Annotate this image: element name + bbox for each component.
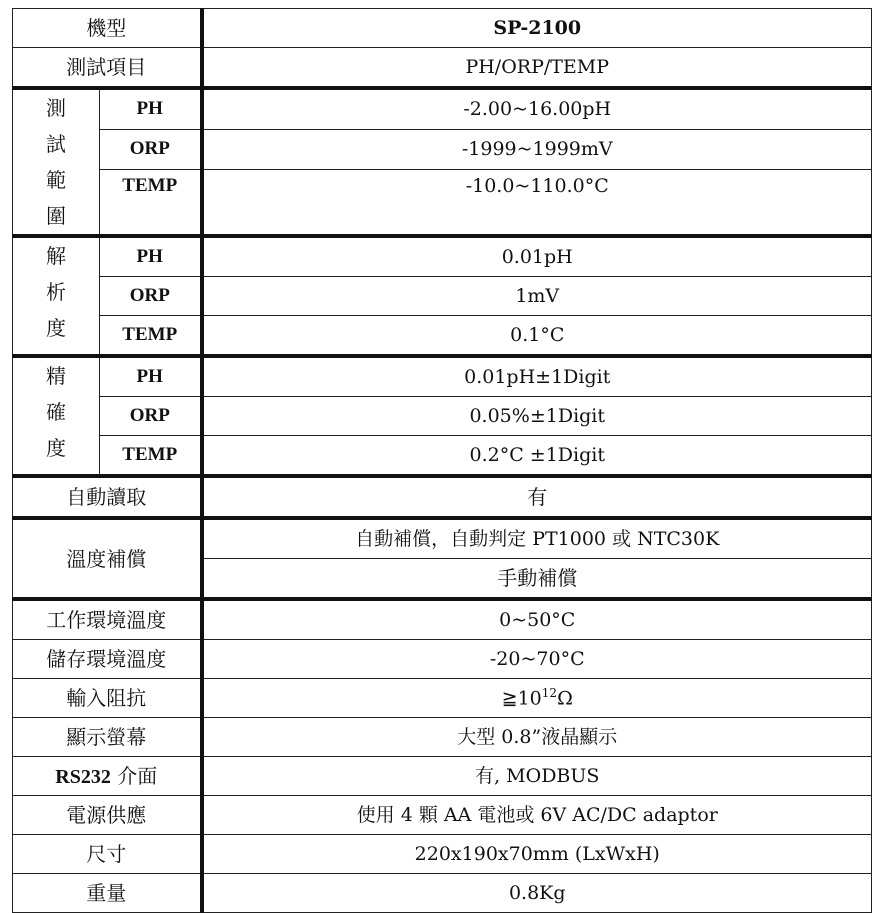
row-rs232	[13, 757, 872, 796]
spec-table	[12, 8, 872, 913]
temp-comp-auto-value: 自動補償，自動判定 PT1000 或 NTC30K	[202, 518, 872, 559]
res-temp-value: 0.1°C	[202, 316, 872, 357]
acc-ph-value: 0.01pH±1Digit	[202, 356, 872, 397]
row-test-items	[13, 48, 872, 89]
weight-value: 0.8Kg	[202, 874, 872, 913]
res-orp-value: 1mV	[202, 277, 872, 316]
model-value: SP-2100	[202, 9, 872, 48]
res-temp-label: TEMP	[100, 316, 202, 357]
row-res-ph	[13, 236, 872, 277]
rs232-label: RS232 介面	[13, 757, 202, 796]
auto-read-value: 有	[202, 476, 872, 518]
range-temp-label: TEMP	[100, 170, 202, 236]
range-temp-value: -10.0~110.0°C	[202, 170, 872, 236]
power-label: 電源供應	[13, 796, 202, 835]
storage-temp-label: 儲存環境溫度	[13, 640, 202, 679]
range-ph-label: PH	[100, 88, 202, 130]
row-operating-temp	[13, 599, 872, 640]
row-res-temp	[13, 316, 872, 357]
row-range-orp	[13, 130, 872, 170]
range-label: 測 試 範 圍	[13, 88, 100, 236]
auto-read-label: 自動讀取	[13, 476, 202, 518]
row-power	[13, 796, 872, 835]
operating-temp-value: 0~50°C	[202, 599, 872, 640]
range-ph-value: -2.00~16.00pH	[202, 88, 872, 130]
temp-comp-manual-value: 手動補償	[202, 559, 872, 600]
row-weight	[13, 874, 872, 913]
row-range-ph	[13, 88, 872, 130]
model-label: 機型	[13, 9, 202, 48]
row-acc-temp	[13, 436, 872, 477]
range-orp-value: -1999~1999mV	[202, 130, 872, 170]
res-ph-value: 0.01pH	[202, 236, 872, 277]
acc-orp-label: ORP	[100, 397, 202, 436]
row-storage-temp	[13, 640, 872, 679]
input-impedance-value: $≧10^{12}\Omega$	[202, 679, 872, 718]
row-model	[13, 9, 872, 48]
row-input-impedance	[13, 679, 872, 718]
row-display	[13, 718, 872, 757]
weight-label: 重量	[13, 874, 202, 913]
display-label: 顯示螢幕	[13, 718, 202, 757]
power-value: 使用 4 顆 AA 電池或 6V AC/DC adaptor	[202, 796, 872, 835]
accuracy-label: 精 確 度	[13, 356, 100, 476]
row-res-orp	[13, 277, 872, 316]
temp-comp-label: 溫度補償	[13, 518, 202, 599]
test-items-value: PH/ORP/TEMP	[202, 48, 872, 89]
row-size	[13, 835, 872, 874]
acc-temp-value: 0.2°C ±1Digit	[202, 436, 872, 477]
acc-temp-label: TEMP	[100, 436, 202, 477]
input-impedance-label: 輸入阻抗	[13, 679, 202, 718]
operating-temp-label: 工作環境溫度	[13, 599, 202, 640]
test-items-label: 測試項目	[13, 48, 202, 89]
acc-ph-label: PH	[100, 356, 202, 397]
row-acc-ph	[13, 356, 872, 397]
row-range-temp	[13, 170, 872, 236]
rs232-value: 有, MODBUS	[202, 757, 872, 796]
row-temp-comp-auto	[13, 518, 872, 559]
row-acc-orp	[13, 397, 872, 436]
res-orp-label: ORP	[100, 277, 202, 316]
res-ph-label: PH	[100, 236, 202, 277]
resolution-label: 解 析 度	[13, 236, 100, 356]
range-orp-label: ORP	[100, 130, 202, 170]
size-label: 尺寸	[13, 835, 202, 874]
size-value: 220x190x70mm (LxWxH)	[202, 835, 872, 874]
row-auto-read	[13, 476, 872, 518]
storage-temp-value: -20~70°C	[202, 640, 872, 679]
display-value: 大型 0.8”液晶顯示	[202, 718, 872, 757]
acc-orp-value: 0.05%±1Digit	[202, 397, 872, 436]
